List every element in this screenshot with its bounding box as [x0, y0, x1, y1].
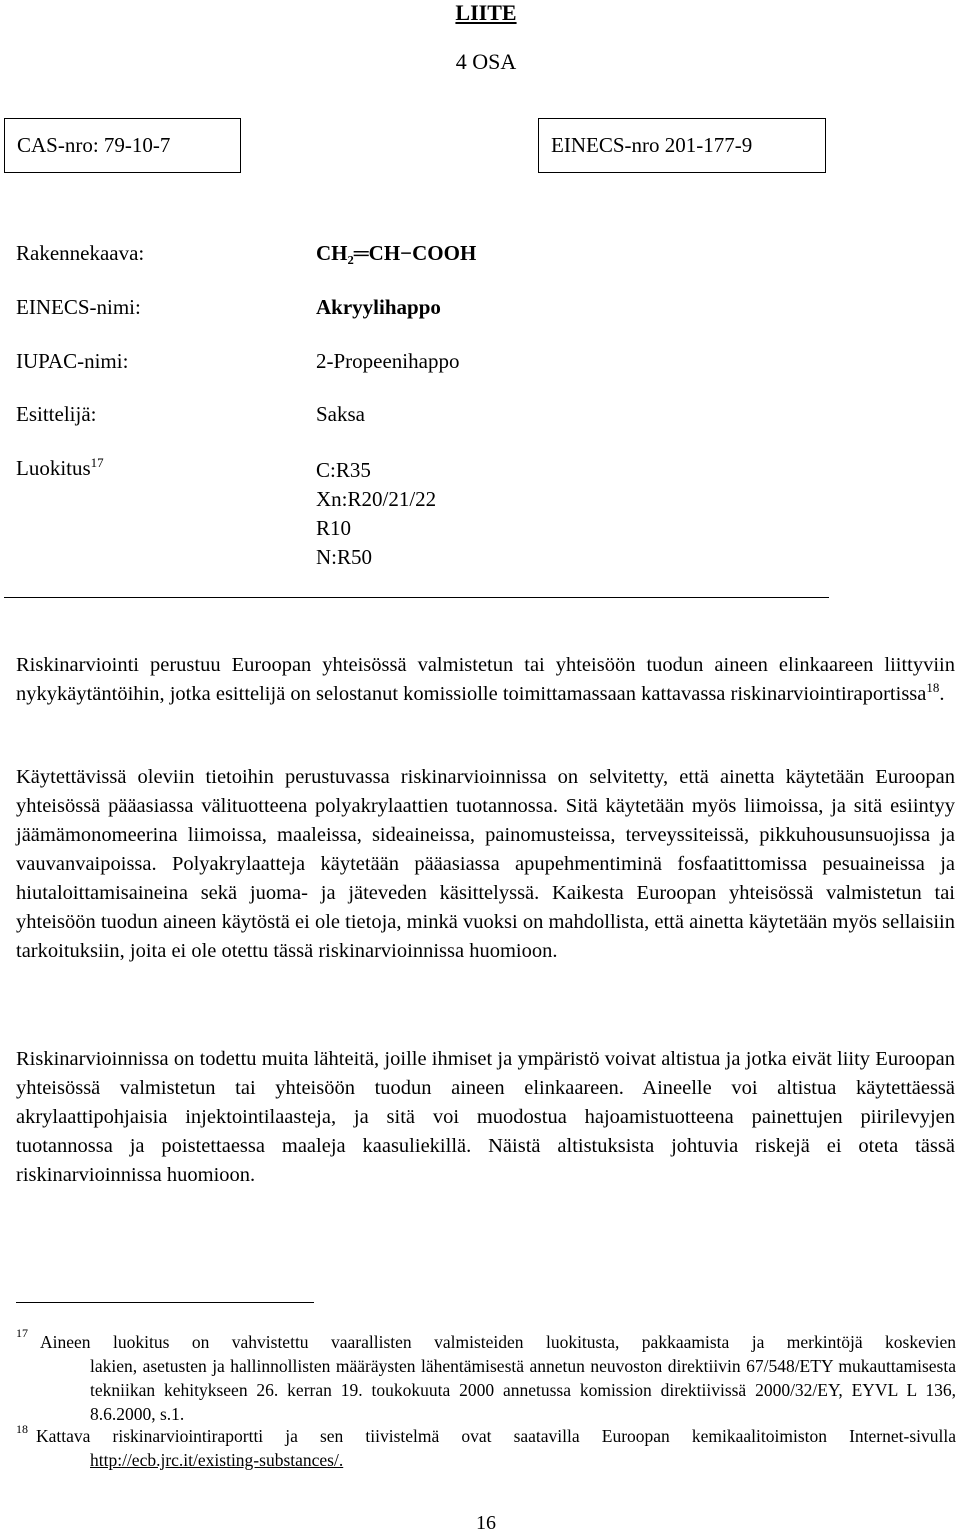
classification-label-text: Luokitus: [16, 456, 91, 480]
paragraph-text: Riskinarviointi perustuu Euroopan yhteisössä valmistetun tai yhteisöön tuodun aineen elinkaareen liittyviin nykykäytäntöihin, jotka esittelijä on selostanut komissiolle toimittamassaan kattavassa riskinarviointiraportissa: [16, 654, 955, 705]
structure-formula: CH₂═CH−COOH: [316, 241, 477, 265]
structure-label: Rakennekaava:: [16, 241, 145, 265]
ecb-link[interactable]: http://ecb.jrc.it/existing-substances/.: [90, 1450, 344, 1470]
paragraph-end: .: [939, 683, 945, 705]
classification-value: C:R35: [316, 458, 371, 482]
einecs-number-box: [538, 118, 826, 173]
footnote-17-first-line: Aineen luokitus on vahvistettu vaarallisten valmisteiden luokitusta, pakkaamista ja merkintöjä koskevien: [40, 1332, 956, 1352]
einecs-number: EINECS-nro 201-177-9: [551, 133, 753, 157]
section-divider: [4, 597, 829, 598]
footnote-18-number: 18: [16, 1422, 28, 1436]
classification-value: Xn:R20/21/22: [316, 487, 437, 511]
footnote-17-text: lakien, asetusten ja hallinnollisten määräysten lähentämisestä annetun neuvoston direktiivin 67/548/ETY mukauttamisesta tekniikan kehitykseen 26. kerran 19. toukokuuta 2000 annetussa komission direktiivissä 2000/32/EY, EYVL L 136, 8.6.2000, s.1.: [90, 1356, 956, 1424]
iupac-name-value: 2-Propeenihappo: [316, 349, 460, 373]
cas-number: CAS-nro: 79-10-7: [17, 133, 171, 157]
paragraph-risk-assessment-basis: [16, 651, 955, 709]
einecs-name-value: Akryylihappo: [316, 295, 441, 319]
page-number: 16: [476, 1512, 496, 1534]
rapporteur-value: Saksa: [316, 402, 365, 426]
iupac-name-label: IUPAC-nimi:: [16, 349, 129, 373]
classification-value: R10: [316, 516, 352, 540]
classification-values: [316, 456, 436, 572]
cas-number-box: [4, 118, 241, 173]
rapporteur-label: Esittelijä:: [16, 402, 97, 426]
paragraph-other-sources: Riskinarvioinnissa on todettu muita lähteitä, joille ihmiset ja ympäristö voivat altistua ja jotka eivät liity Euroopan yhteisössä valmistetun tai yhteisöön tuodun aineen elinkaareen. Aineelle voi altistua käytettäessä akrylaattipohjaisia injektointilaasteja, ja sitä voi muodostua hajoamistuotteena painettujen piirilevyjen tuotannossa ja poistettaessa maaleja kaasuliekillä. Näistä altistuksista johtuvia riskejä ei oteta tässä riskinarvioinnissa huomioon.: [16, 1048, 955, 1186]
paragraph-uses: Käytettävissä oleviin tietoihin perustuvassa riskinarvioinnissa on selvitetty, että ainetta käytetään Euroopan yhteisössä pääasiassa välituotteena polyakrylaattien tuotannossa. Sitä käytetään myös liimoissa, ja sitä esiintyy jäämämonomeerina liimoissa, maaleissa, sideaineissa, painomusteissa, terveyssiteissä, pikkuhousunsuojissa ja vauvanvaipoissa. Polyakrylaatteja käytetään pääasiassa apupehmentiminä fosfaatittomissa pesuaineissa ja hiutaloittamisaineina sekä juoma- ja jäteveden käsittelyssä. Kaikesta Euroopan yhteisössä valmistetun tai yhteisöön tuodun aineen käytöstä ei ole tietoja, minkä vuoksi on mahdollista, että ainetta käytetään myös sellaisiin tarkoituksiin, joita ei ole otettu tässä riskinarvioinnissa huomioon.: [16, 766, 955, 962]
part-heading: 4 OSA: [455, 49, 517, 74]
footnote-ref-17: 17: [90, 455, 104, 470]
document-heading: LIITE: [455, 0, 517, 25]
footnote-ref-18: 18: [926, 680, 940, 696]
classification-value: N:R50: [316, 545, 373, 569]
footnote-17-number: 17: [16, 1326, 28, 1340]
einecs-name-label: EINECS-nimi:: [16, 295, 141, 319]
footnote-divider: [16, 1302, 314, 1303]
footnote-18-text: Kattava riskinarviointiraportti ja sen tiivistelmä ovat saatavilla Euroopan kemikaalitoimiston Internet-sivulla: [36, 1426, 956, 1446]
classification-label: [16, 456, 104, 481]
